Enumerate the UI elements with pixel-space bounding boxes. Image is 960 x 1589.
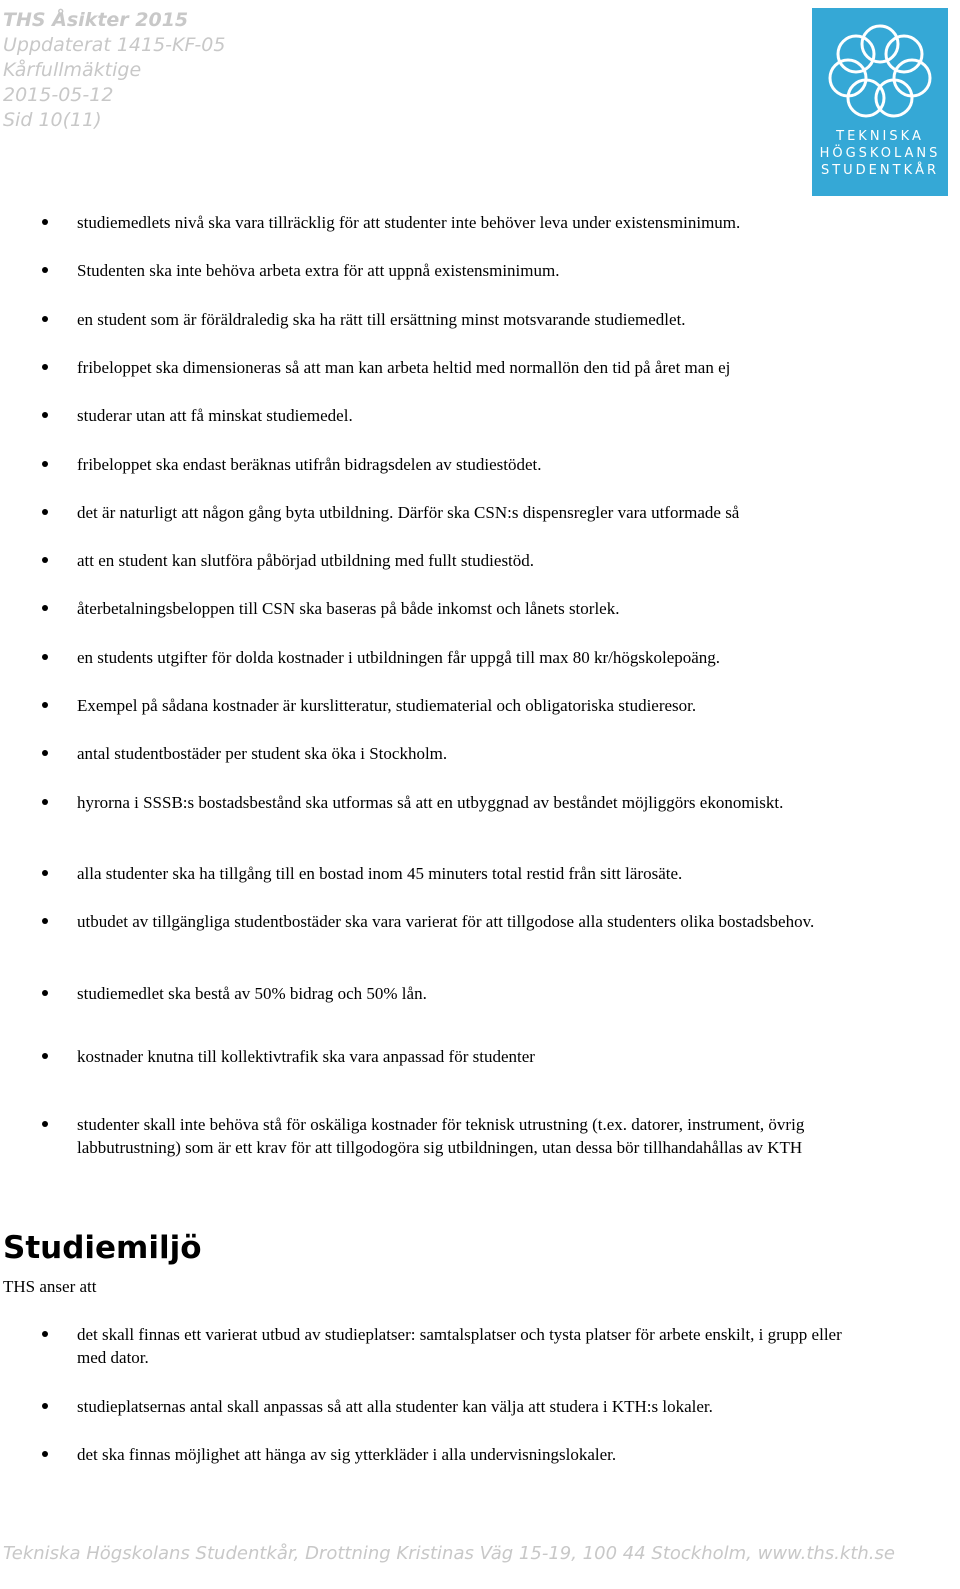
list-item: studenter skall inte behöva stå för oskäliga kostnader för teknisk utrustning (t.ex. datorer, instrument, övrig labbutrustning) som är ett krav för att tillgodogöra sig utbildningen, utan dessa bör tillhandahållas av KTH — [77, 1113, 847, 1159]
list-item: studieplatsernas antal skall anpassas så att alla studenter kan välja att studera i KTH:s lokaler. — [77, 1395, 847, 1418]
header-title: THS Åsikter 2015 — [3, 9, 189, 31]
list-item: återbetalningsbeloppen till CSN ska baseras på både inkomst och lånets storlek. — [77, 597, 847, 620]
list-item: en students utgifter för dolda kostnader i utbildningen får uppgå till max 80 kr/högskolepoäng. — [77, 646, 847, 669]
list-item: att en student kan slutföra påbörjad utbildning med fullt studiestöd. — [77, 549, 847, 572]
list-item: fribeloppet ska endast beräknas utifrån bidragsdelen av studiestödet. — [77, 453, 847, 476]
header-updated: Uppdaterat 1415-KF-05 — [3, 34, 226, 56]
list-item: hyrorna i SSSB:s bostadsbestånd ska utformas så att en utbyggnad av beståndet möjliggörs ekonomiskt. — [77, 791, 847, 814]
list-item: Exempel på sådana kostnader är kurslitteratur, studiematerial och obligatoriska studieresor. — [77, 694, 847, 717]
header-page-number: Sid 10(11) — [3, 109, 102, 131]
list-item: studiemedlet ska bestå av 50% bidrag och 50% lån. — [77, 982, 847, 1005]
list-item: Studenten ska inte behöva arbeta extra för att uppnå existensminimum. — [77, 259, 847, 282]
section-heading: Studiemiljö — [3, 1230, 202, 1266]
list-item: antal studentbostäder per student ska öka i Stockholm. — [77, 742, 847, 765]
document-footer: Tekniska Högskolans Studentkår, Drottning Kristinas Väg 15-19, 100 44 Stockholm, www.ths.kth.se — [3, 1543, 895, 1564]
list-item: det skall finnas ett varierat utbud av studieplatser: samtalsplatser och tysta platser för arbete enskilt, i grupp eller med dator. — [77, 1323, 847, 1369]
ths-logo — [812, 8, 948, 196]
logo-line: STUDENTKÅR — [820, 163, 940, 178]
list-item: fribeloppet ska dimensioneras så att man kan arbeta heltid med normallön den tid på året man ej — [77, 356, 847, 379]
list-item: studiemedlets nivå ska vara tillräcklig för att studenter inte behöver leva under existensminimum. — [77, 211, 847, 234]
list-item: det ska finnas möjlighet att hänga av sig ytterkläder i alla undervisningslokaler. — [77, 1443, 847, 1466]
list-item: kostnader knutna till kollektivtrafik ska vara anpassad för studenter — [77, 1045, 847, 1068]
header-body: Kårfullmäktige — [3, 59, 142, 81]
header-date: 2015-05-12 — [3, 84, 114, 106]
rings-logo-icon — [822, 18, 938, 122]
document-header — [3, 8, 225, 133]
list-item: studerar utan att få minskat studiemedel. — [77, 404, 847, 427]
list-item: utbudet av tillgängliga studentbostäder ska vara varierat för att tillgodose alla studenters olika bostadsbehov. — [77, 910, 847, 933]
list-item: alla studenter ska ha tillgång till en bostad inom 45 minuters total restid från sitt lärosäte. — [77, 862, 847, 885]
logo-line: HÖGSKOLANS — [819, 146, 941, 161]
list-item: det är naturligt att någon gång byta utbildning. Därför ska CSN:s dispensregler vara utformade så — [77, 501, 847, 524]
logo-wordmark — [812, 128, 948, 179]
list-item: en student som är föräldraledig ska ha rätt till ersättning minst motsvarande studiemedlet. — [77, 308, 847, 331]
section-intro: THS anser att — [3, 1277, 97, 1296]
logo-line: TEKNISKA — [836, 129, 924, 144]
